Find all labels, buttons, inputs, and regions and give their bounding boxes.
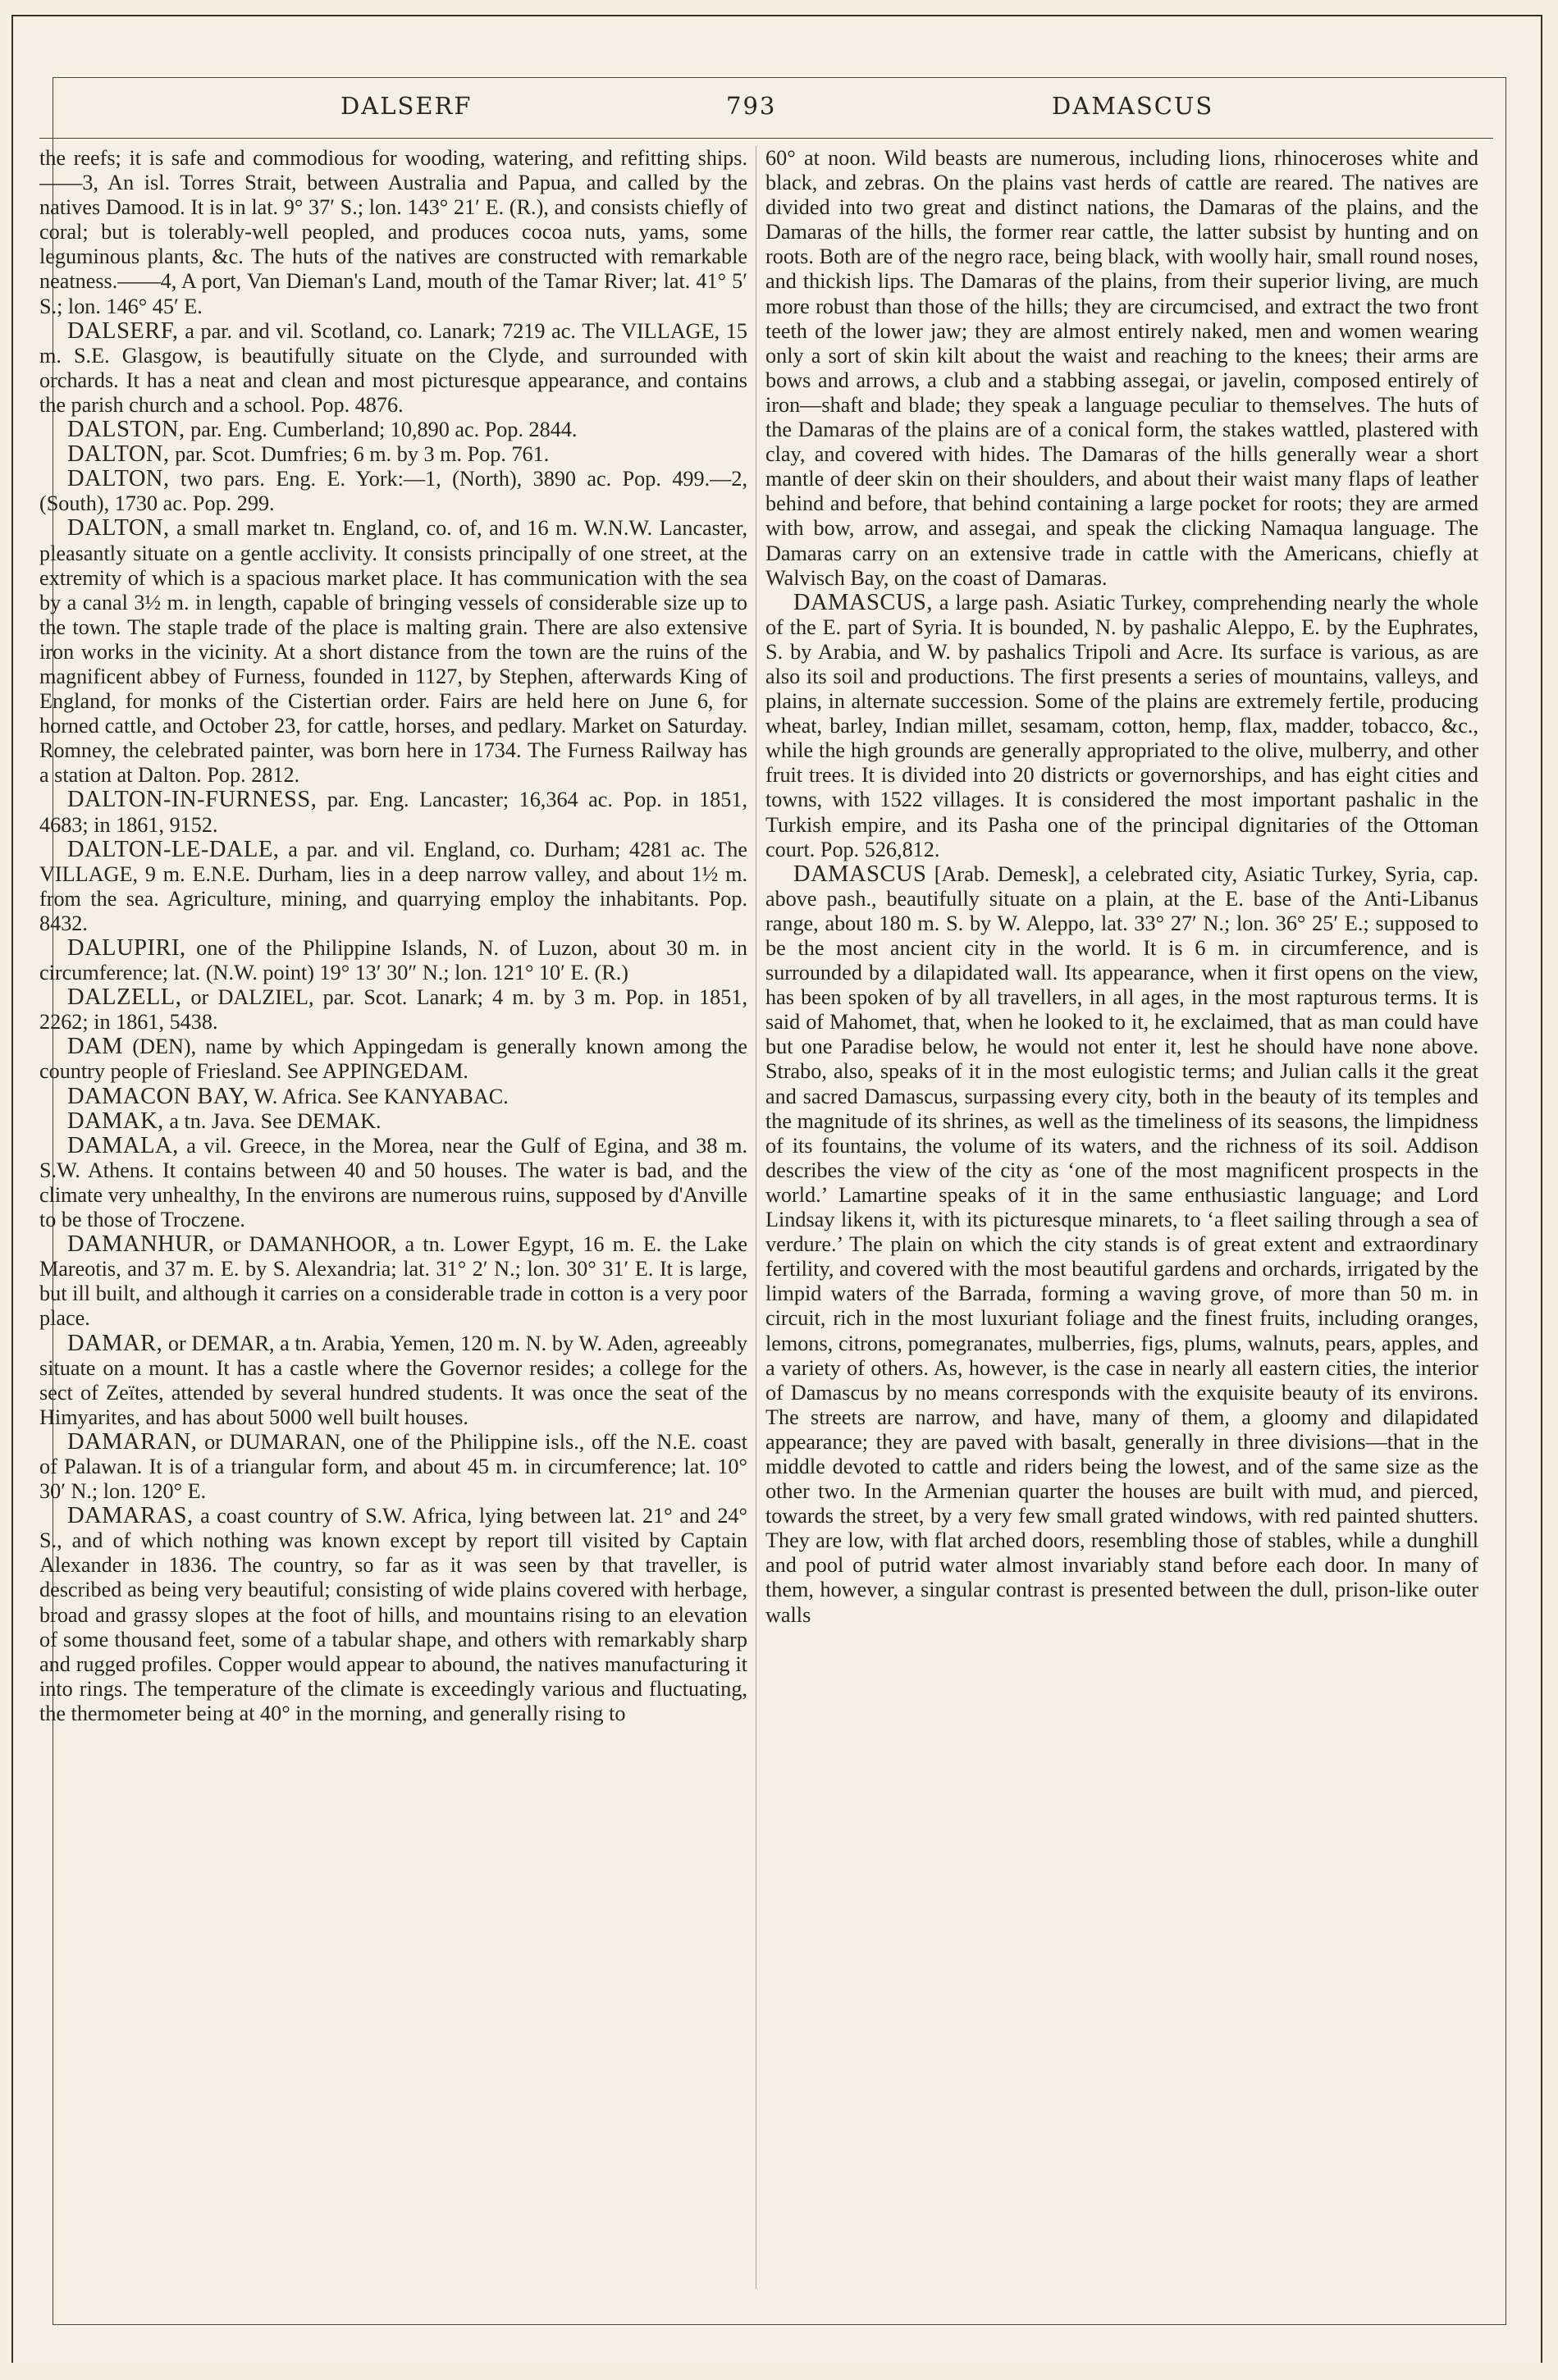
right-column <box>765 146 1478 2289</box>
entry-text: or DUMARAN, one of the Philippine isls., off the N.E. coast of Palawan. It is of a triangular form, and about 45 m. in circumference; lat. 10° 30′ N.; lon. 120° E. <box>39 1429 747 1504</box>
entry-headword: DAMARAS, <box>67 1503 194 1529</box>
entry-text: one of the Philippine Islands, N. of Luzon, about 30 m. in circumference; lat. (N.W. point) 19° 13′ 30″ N.; lon. 121° 10′ E. (R.) <box>39 936 747 985</box>
entry-text: [Arab. Demesk], a celebrated city, Asiatic Turkey, Syria, cap. above pash., beautifully situate on a plain, at the E. base of the Anti-Libanus range, about 180 m. S. by W. Aleppo, lat. 33° 27′ N.; lon. 36° 25′ E.; supposed to be the most ancient city in the world. It is 6 m. in circumference, and is surrounded by a dilapidated wall. Its appearance, when it first opens on the view, has been spoken of by all travellers, in all ages, in the most rapturous terms. It is said of Mahomet, that, when he looked to it, he exclaimed, that as man could have but one Paradise below, he would not enter it, lest he should have none above. Strabo, also, speaks of it in the most eulogistic terms; and Julian calls it the great and sacred Damascus, surpassing every city, both in the beauty of its temples and the magnitude of its shrines, as well as the timeliness of its seasons, the limpidness of its fountains, the volume of its waters, and the richness of its soil. Addison describes the view of the city as ‘one of the most magnificent prospects in the world.’ Lamartine speaks of it in the same enthusiastic language; and Lord Lindsay likens it, with its picturesque minarets, to ‘a fleet sailing through a sea of verdure.’ The plain on which the city stands is of great extent and extraordinary fertility, and covered with the most beautiful gardens and orchards, irrigated by the limpid waters of the Barrada, forming a waving grove, of more than 50 m. in circuit, rich in the most luxuriant foliage and the finest fruits, including oranges, lemons, citrons, pomegranates, mulberries, figs, plums, walnuts, pears, apples, and a variety of others. As, however, is the case in nearly all eastern cities, the interior of Damascus by no means corresponds with the exquisite beauty of its environs. The streets are narrow, and have, many of them, a gloomy and dilapidated appearance; they are paved with basalt, generally in three divisions—that in the middle devoted to cattle and riders being the lowest, and of the same size as the other two. In the Armenian quarter the houses are built with mud, and pierced, towards the street, by a very few small grated windows, with red painted shutters. They are low, with flat arched doors, resembling those of stables, while a dunghill and pool of putrid water almost invariably stand before each door. In many of them, however, a singular contrast is presented between the dull, prison-like outer walls <box>765 861 1478 1627</box>
gazetteer-entry-dalupiri <box>39 936 747 985</box>
gazetteer-entry-damaras <box>39 1504 747 1726</box>
entry-headword: DALTON, <box>67 466 170 492</box>
entry-headword: DALTON, <box>67 515 170 541</box>
page-number: 793 <box>726 92 777 120</box>
entry-headword: DAMAR, <box>67 1330 163 1356</box>
gazetteer-entry-dalton-furness <box>39 788 747 837</box>
entry-headword: DAMARAN, <box>67 1428 198 1455</box>
gazetteer-entry-dalston <box>39 418 747 442</box>
entry-headword: DAMASCUS, <box>793 589 934 615</box>
entry-text: a coast country of S.W. Africa, lying between lat. 21° and 24° S., and of which nothing was known except by report till visited by Captain Alexander in 1836. The country, so far as it was seen by that traveller, is described as being very beautiful; consisting of wide plains covered with herbage, broad and grassy slopes at the foot of hills, and mountains rising to an elevation of some thousand feet, some of a tabular shape, and others with remarkably sharp and rugged profiles. Copper would appear to abound, the natives manufacturing it into rings. The temperature of the climate is exceedingly various and fluctuating, the thermometer being at 40° in the morning, and generally rising to <box>39 1504 747 1725</box>
running-header <box>49 92 1483 131</box>
gazetteer-entry-damascus-city <box>765 862 1478 1628</box>
entry-text: a par. and vil. Scotland, co. Lanark; 7219 ac. The VILLAGE, 15 m. S.E. Glasgow, is beautifully situate on the Clyde, and surrounded with orchards. It has a neat and clean and most picturesque appearance, and contains the parish church and a school. Pop. 4876. <box>39 318 747 417</box>
entry-headword: DALSTON, <box>67 417 185 443</box>
entry-text: a small market tn. England, co. of, and 16 m. W.N.W. Lancaster, pleasantly situate on a gentle acclivity. It consists principally of one street, at the extremity of which is a spacious market place. It has communication with the sea by a canal 3½ m. in length, capable of bringing vessels of considerable size up to the town. The staple trade of the place is malting grain. There are also extensive iron works in the vicinity. At a short distance from the town are the ruins of the magnificent abbey of Furness, founded in 1127, by Stephen, afterwards King of England, for monks of the Cistertian order. Fairs are held here on June 6, for horned cattle, and October 23, for cattle, horses, and pedlary. Market on Saturday. Romney, the celebrated painter, was born here in 1734. The Furness Railway has a station at Dalton. Pop. 2812. <box>39 516 747 788</box>
entry-headword: DALSERF, <box>67 317 179 344</box>
entry-headword: DALTON-IN-FURNESS, <box>67 787 318 813</box>
gazetteer-entry-damala <box>39 1134 747 1232</box>
entry-text: W. Africa. See KANYABAC. <box>249 1084 509 1108</box>
entry-headword: DAM <box>67 1034 124 1060</box>
left-column <box>39 146 747 2289</box>
entry-text: par. Eng. Cumberland; 10,890 ac. Pop. 2844. <box>185 418 578 442</box>
header-left-title: DALSERF <box>340 92 473 120</box>
entry-text: a large pash. Asiatic Turkey, comprehending nearly the whole of the E. part of Syria. It is bounded, N. by pashalic Aleppo, E. by the Euphrates, S. by Arabia, and W. by pashalics Tripoli and Acre. Its surface is various, as are also its soil and productions. The first presents a series of mountains, valleys, and plains, in alternate succession. Some of the plains are extremely fertile, producing wheat, barley, Indian millet, sesamam, cotton, hemp, flax, madder, tobacco, &c., while the high grounds are generally appropriated to the olive, mulberry, and other fruit trees. It is divided into 20 districts or governorships, and has eight cities and towns, with 1522 villages. It is considered the most important pashalic in the Turkish empire, and its Pasha one of the principal dignitaries of the Ottoman court. Pop. 526,812. <box>765 590 1478 861</box>
gazetteer-entry-dalton-lanc <box>39 516 747 788</box>
entry-text: or DALZIEL, par. Scot. Lanark; 4 m. by 3 m. Pop. in 1851, 2262; in 1861, 5438. <box>39 985 747 1035</box>
gazetteer-entry-cont-darnley <box>39 146 747 319</box>
entry-text: 60° at noon. Wild beasts are numerous, including lions, rhinoceroses white and black, and zebras. On the plains vast herds of cattle are reared. The natives are divided into two great and distinct nations, the Damaras of the plains, and the Damaras of the hills, the former rear cattle, the latter subsist by hunting and on roots. Both are of the negro race, being black, with woolly hair, small round noses, and thickish lips. The Damaras of the plains, from their superior living, are much more robust than those of the hills; they are circumcised, and extract the two front teeth of the lower jaw; they are almost entirely naked, men and women wearing only a sort of skin kilt about the waist and reaching to the knees; their arms are bows and arrows, a club and a stabbing assegai, or javelin, composed entirely of iron—shaft and blade; they speak a language peculiar to themselves. The huts of the Damaras of the plains are of a conical form, the stakes wattled, plastered with clay, and covered with hides. The Damaras of the hills generally wear a short mantle of deer skin on their shoulders, and about their waist many flaps of leather behind and before, that behind containing a large pocket for roots; they are armed with bow, arrow, and assegai, and speak the clicking Namaqua language. The Damaras carry on an extensive trade in cattle with the Americans, chiefly at Walvisch Bay, on the coast of Damaras. <box>765 146 1478 590</box>
gazetteer-entry-dalton-dale <box>39 838 747 936</box>
gazetteer-entry-damak <box>39 1109 747 1134</box>
entry-text: a tn. Java. See DEMAK. <box>163 1108 382 1133</box>
gazetteer-entry-dam <box>39 1035 747 1084</box>
entry-text: the reefs; it is safe and commodious for wooding, watering, and refitting ships.——3, An isl. Torres Strait, between Australia and Papua, and called by the natives Damood. It is in lat. 9° 37′ S.; lon. 143° 21′ E. (R.), and consists chiefly of coral; but is tolerably-well peopled, and produces cocoa nuts, yams, some leguminous plants, &c. The huts of the natives are constructed with remarkable neatness.——4, A port, Van Dieman's Land, mouth of the Tamar River; lat. 41° 5′ S.; lon. 146° 45′ E. <box>39 146 747 318</box>
gazetteer-entry-damaran <box>39 1430 747 1504</box>
entry-headword: DAMALA, <box>67 1132 179 1158</box>
entry-text: a par. and vil. England, co. Durham; 4281 ac. The VILLAGE, 9 m. E.N.E. Durham, lies in a deep narrow valley, and about 1½ m. from the sea. Agriculture, mining, and quarrying employ the inhabitants. Pop. 8432. <box>39 837 747 935</box>
gazetteer-entry-damar <box>39 1332 747 1430</box>
entry-headword: DALZELL, <box>67 984 182 1011</box>
entry-text: or DAMANHOOR, a tn. Lower Egypt, 16 m. E. the Lake Mareotis, and 37 m. E. by S. Alexandria; lat. 31° 2′ N.; lon. 30° 31′ E. It is large, but ill built, and although it carries on a considerable trade in cotton is a very poor place. <box>39 1232 747 1331</box>
header-rule <box>39 138 1493 139</box>
entry-headword: DAMASCUS <box>793 861 927 887</box>
entry-text: two pars. Eng. E. York:—1, (North), 3890 ac. Pop. 499.—2, (South), 1730 ac. Pop. 299. <box>39 467 747 516</box>
gazetteer-entry-damascus-pash <box>765 591 1478 862</box>
gazetteer-entry-dalserf <box>39 319 747 418</box>
entry-headword: DALTON, <box>67 441 170 468</box>
entry-text: or DEMAR, a tn. Arabia, Yemen, 120 m. N. by W. Aden, agreeably situate on a mount. It has a castle where the Governor resides; a college for the sect of Zeïtes, attended by several hundred students. It was once the seat of the Himyarites, and has about 5000 well built houses. <box>39 1331 747 1429</box>
entry-headword: DAMACON BAY, <box>67 1083 249 1109</box>
entry-text: (DEN), name by which Appingedam is generally known among the country people of Friesland. See APPINGEDAM. <box>39 1035 747 1084</box>
entry-headword: DALTON-LE-DALE, <box>67 836 280 862</box>
gazetteer-entry-dalton-york <box>39 467 747 516</box>
gazetteer-entry-damanhur <box>39 1232 747 1331</box>
gazetteer-entry-dalton-scot <box>39 442 747 467</box>
gazetteer-entry-cont-damaras <box>765 146 1478 591</box>
entry-headword: DAMAK, <box>67 1108 164 1134</box>
entry-text: par. Scot. Dumfries; 6 m. by 3 m. Pop. 761. <box>169 442 550 467</box>
gazetteer-entry-damacon <box>39 1085 747 1109</box>
gazetteer-entry-dalzell <box>39 985 747 1035</box>
entry-headword: DAMANHUR, <box>67 1231 215 1258</box>
entry-headword: DALUPIRI, <box>67 935 186 961</box>
entry-text: par. Eng. Lancaster; 16,364 ac. Pop. in 1851, 4683; in 1861, 9152. <box>39 788 747 837</box>
entry-text: a vil. Greece, in the Morea, near the Gulf of Egina, and 38 m. S.W. Athens. It contains between 40 and 50 houses. The water is bad, and the climate very unhealthy, In the environs are numerous ruins, supposed by d'Anville to be those of Troczene. <box>39 1133 747 1232</box>
header-right-title: DAMASCUS <box>1052 92 1214 120</box>
